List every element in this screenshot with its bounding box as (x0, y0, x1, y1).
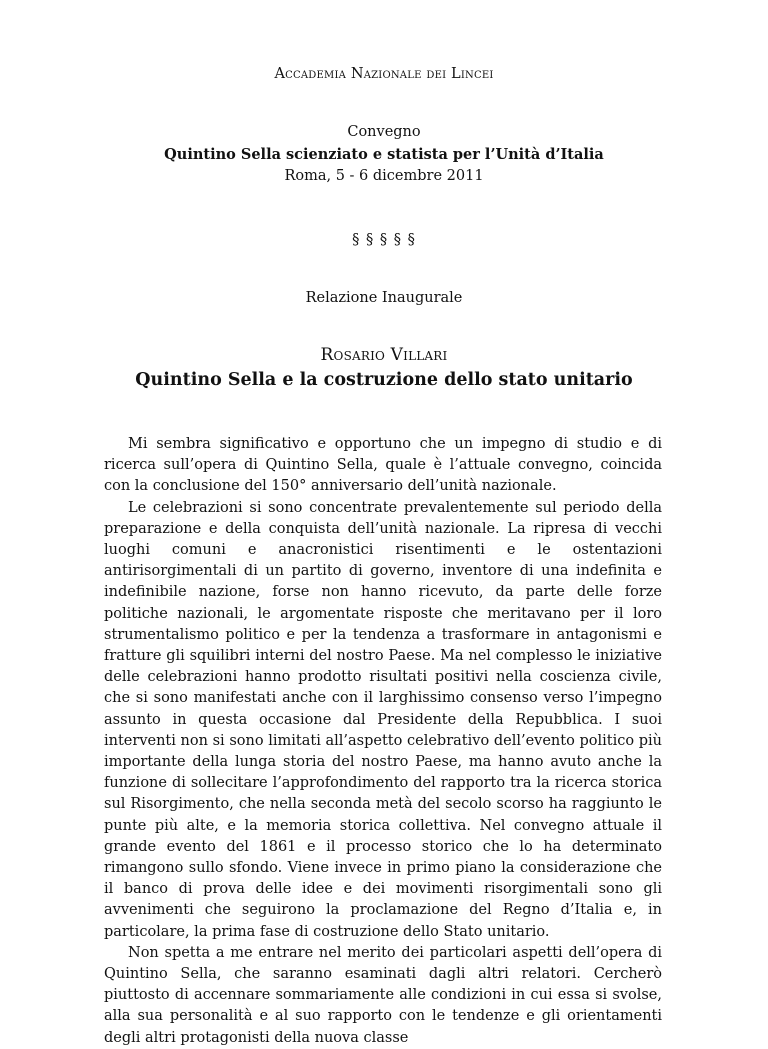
report-type: Relazione Inaugurale (305, 290, 463, 306)
conference-place-date: Roma, 5 - 6 dicembre 2011 (284, 168, 484, 184)
paper-title: Quintino Sella e la costruzione dello stato unitario (135, 370, 633, 390)
conference-label: Convegno (347, 124, 421, 140)
paragraph: Mi sembra significativo e opportuno che un impegno di studio e di ricerca sull’opera di Quintino Sella, quale è l’attuale convegno, coincida con la conclusione del 150° anniversario dell’unità nazionale. (104, 436, 662, 495)
academy-header: Accademia Nazionale dei Lincei (274, 66, 494, 82)
section-separator: § § § § § (352, 232, 416, 248)
body-text (104, 434, 662, 1049)
paragraph: Le celebrazioni si sono concentrate prevalentemente sul periodo della preparazione e della conquista dell’unità nazionale. La ripresa di vecchi luoghi comuni e anacronistici risentimenti e le ostentazioni antirisorgimentali di un partito di governo, inventore di una indefinita e indefinibile nazione, forse non hanno ricevuto, da parte delle forze politiche nazionali, le argomentate risposte che meritavano per il loro strumentalismo politico e per la tendenza a trasformare in antagonismi e fratture gli squilibri interni del nostro Paese. Ma nel complesso le iniziative delle celebrazioni hanno prodotto risultati positivi nella coscienza civile, che si sono manifestati anche con il larghissimo consenso verso l’impegno assunto in questa occasione dal Presidente della Repubblica. I suoi interventi non si sono limitati all’aspetto celebrativo dell’evento politico più importante della lunga storia del nostro Paese, ma hanno avuto anche la funzione di sollecitare l’approfondimento del rapporto tra la ricerca storica sul Risorgimento, che nella seconda metà del secolo scorso ha raggiunto le punte più alte, e la memoria storica collettiva. Nel convegno attuale il grande evento del 1861 e il processo storico che lo ha determinato rimangono sullo sfondo. Viene invece in primo piano la considerazione che il banco di prova delle idee e dei movimenti risorgimentali sono gli avvenimenti che seguirono la proclamazione del Regno d’Italia e, in particolare, la prima fase di costruzione dello Stato unitario. (104, 499, 662, 940)
paragraph: Non spetta a me entrare nel merito dei particolari aspetti dell’opera di Quintino Sella, che saranno esaminati dagli altri relatori. Cercherò piuttosto di accennare sommariamente alle condizioni in cui essa si svolse, alla sua personalità e al suo rapporto con le tendenze e gli orientamenti degli altri protagonisti della nuova classe (104, 944, 662, 1046)
author-name: Rosario Villari (320, 345, 448, 365)
conference-title: Quintino Sella scienziato e statista per l’Unità d’Italia (164, 146, 604, 163)
